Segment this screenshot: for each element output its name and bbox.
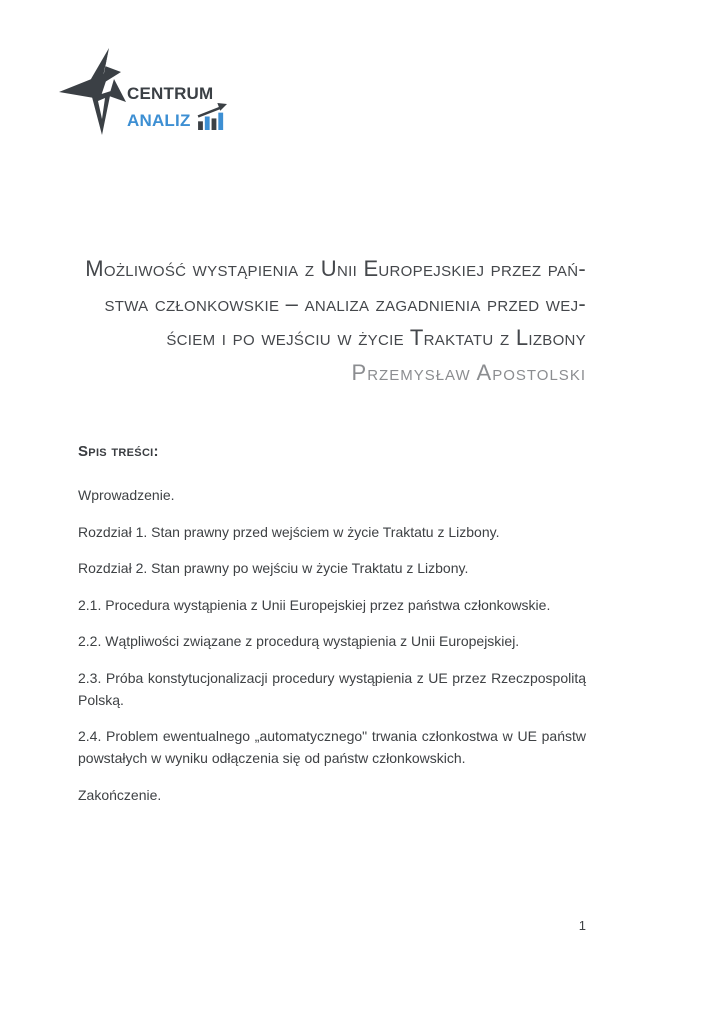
logo-wordmark [127,84,230,130]
toc-item-chapter-2: Rozdział 2. Stan prawny po wejściu w życie Traktatu z Lizbony. [78,560,469,576]
bar-chart-growth-icon [197,103,230,130]
toc-item-2-2: 2.2. Wątpliwości związane z procedurą wystąpienia z Unii Europejskiej. [78,633,520,649]
toc-item-2-4: 2.4. Problem ewentualnego „automatycznego" trwania członkostwa w UE państw powstałych w wyniku odłączenia się od państw członkowskich. [78,728,586,766]
page-number: 1 [578,918,586,933]
toc-heading: Spis treści: [78,443,159,460]
logo-wordmark-line1: CENTRUM [127,84,214,103]
title-line: ściem i po wejściu w życie Traktatu z Lizbony [166,325,586,351]
toc-item-chapter-1: Rozdział 1. Stan prawny przed wejściem w życie Traktatu z Lizbony. [78,523,500,540]
table-of-contents [78,441,586,820]
toc-item-2-3: 2.3. Próba konstytucjonalizacji procedury wystąpienia z UE przez Rzeczpospolitą Polską. [78,669,586,708]
toc-item-introduction: Wprowadzenie. [78,487,175,503]
toc-item-conclusion: Zakończenie. [78,786,162,803]
author-name: Przemysław Apostolski [351,359,586,385]
toc-item-2-1: 2.1. Procedura wystąpienia z Unii Europejskiej przez państwa członkowskie. [78,596,551,613]
logo-wordmark-line2: ANALIZ [127,111,191,130]
title-line: stwa członkowskie – analiza zagadnienia przed wej- [104,290,586,316]
star-emblem-icon [58,47,128,137]
title-line: Możliwość wystąpienia z Unii Europejskiej przez pań- [85,256,586,281]
document-title [78,252,586,390]
